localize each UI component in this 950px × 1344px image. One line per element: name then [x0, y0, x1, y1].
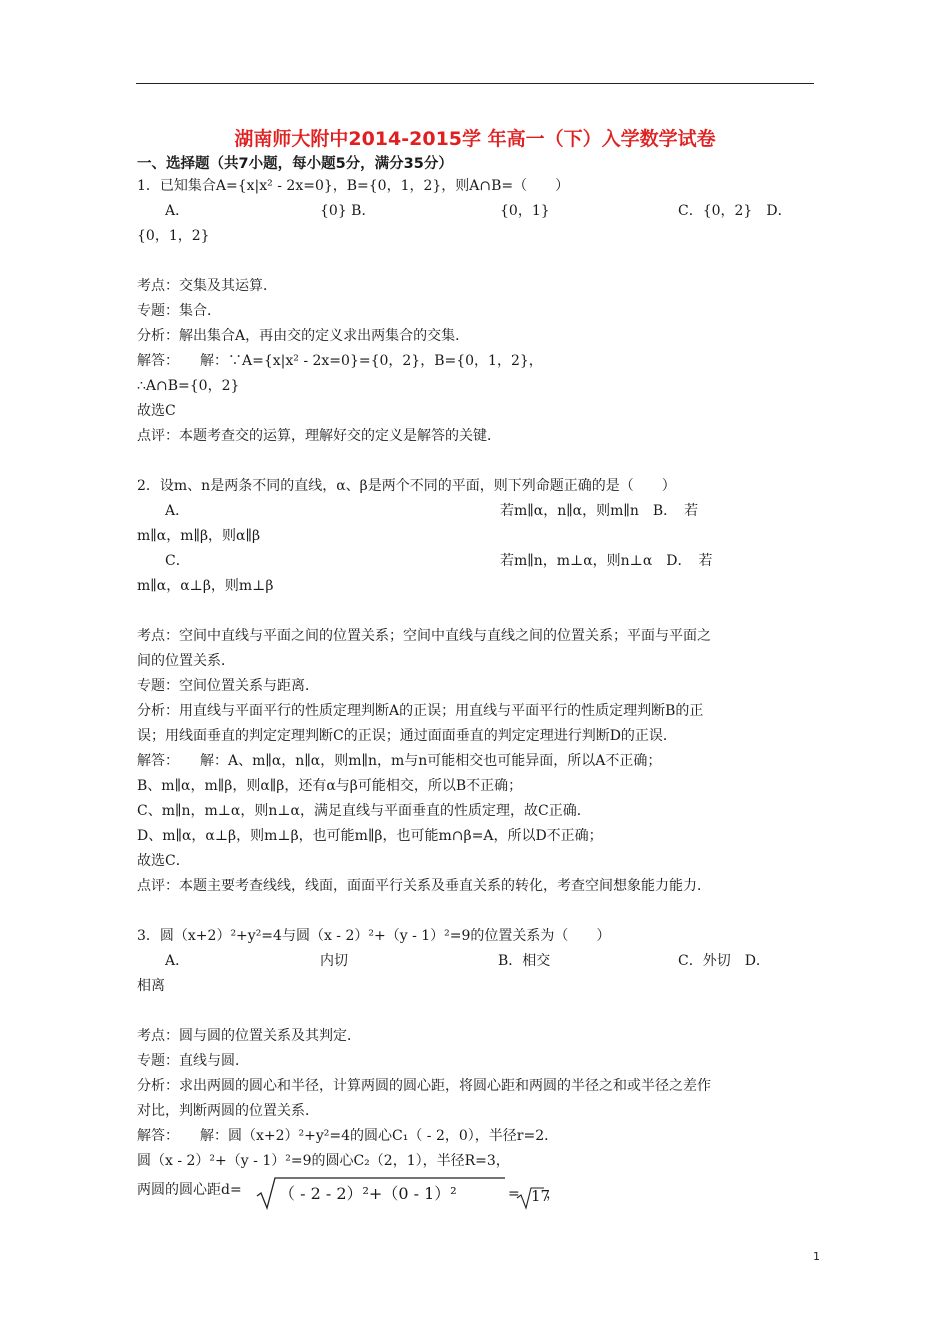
q3-option-b: B．相交: [498, 953, 551, 969]
q2-option-c-label: C．: [165, 553, 190, 569]
q1-fenxi: 分析：解出集合A，再由交的定义求出两集合的交集．: [137, 328, 470, 344]
q2-zhuanti: 专题：空间位置关系与距离．: [137, 678, 319, 694]
q2-option-c: 若m∥n，m⊥α，则n⊥α D． 若: [500, 553, 713, 569]
q2-jieda-2: B、m∥α，m∥β，则α∥β，还有α与β可能相交，所以B不正确；: [137, 778, 523, 794]
q3-option-c: C．外切 D．: [678, 953, 770, 969]
q2-option-d: m∥α，α⊥β，则m⊥β: [137, 578, 274, 594]
q3-jieda-3: 两圆的圆心距d=: [137, 1182, 242, 1198]
q2-answer: 故选C．: [137, 853, 190, 869]
trailing-comma: ，: [546, 1186, 560, 1202]
q1-option-d: {0，1，2}: [137, 228, 210, 244]
page-number: 1: [813, 1250, 820, 1263]
q3-stem: 3．圆（x+2）²+y²=4与圆（x - 2）²+（y - 1）²=9的位置关系为（ ）: [137, 928, 611, 944]
q3-fenxi-1: 分析：求出两圆的圆心和半径，计算两圆的圆心距，将圆心距和两圆的半径之和或半径之差作: [137, 1078, 711, 1094]
q2-stem: 2．设m、n是两条不同的直线，α、β是两个不同的平面，则下列命题正确的是（ ）: [137, 478, 676, 494]
q1-answer: 故选C: [137, 403, 176, 419]
q2-jieda-1: 解答： 解：A、m∥α，n∥α，则m∥n，m与n可能相交也可能异面，所以A不正确；: [137, 753, 662, 769]
q3-jieda-2: 圆（x - 2）²+（y - 1）²=9的圆心C₂（2，1），半径R=3，: [137, 1153, 510, 1169]
q1-jieda-2: ∴A∩B={0，2}: [137, 378, 240, 394]
q3-option-d: 相离: [137, 978, 165, 994]
q2-option-b: m∥α，m∥β，则α∥β: [137, 528, 261, 544]
q2-option-a: 若m∥α，n∥α，则m∥n B． 若: [500, 503, 699, 519]
q3-fenxi-2: 对比，判断两圆的位置关系．: [137, 1103, 319, 1119]
sqrt-17: 17: [531, 1187, 551, 1205]
q2-jieda-4: D、m∥α，α⊥β，则m⊥β，也可能m∥β，也可能m∩β=A，所以D不正确；: [137, 828, 603, 844]
q3-option-a-label: A．: [165, 953, 190, 969]
q2-option-a-label: A．: [165, 503, 190, 519]
q1-option-c: C．{0，2} D．: [678, 203, 792, 219]
q2-kaodian-2: 间的位置关系．: [137, 653, 235, 669]
q2-kaodian-1: 考点：空间中直线与平面之间的位置关系；空间中直线与直线之间的位置关系；平面与平面之: [137, 628, 711, 644]
q1-option-a-label: A．: [165, 203, 190, 219]
q2-fenxi-1: 分析：用直线与平面平行的性质定理判断A的正误；用直线与平面平行的性质定理判断B的正: [137, 703, 704, 719]
q3-kaodian: 考点：圆与圆的位置关系及其判定．: [137, 1028, 361, 1044]
section-heading: 一、选择题（共7小题，每小题5分，满分35分）: [137, 156, 453, 172]
q2-fenxi-2: 误；用线面垂直的判定定理判断C的正误；通过面面垂直的判定定理进行判断D的正误．: [137, 728, 677, 744]
q1-option-a: {0} B．: [320, 203, 376, 219]
q3-option-a: 内切: [320, 953, 348, 969]
q2-jieda-3: C、m∥n，m⊥α，则n⊥α，满足直线与平面垂直的性质定理，故C正确．: [137, 803, 591, 819]
q3-jieda-1: 解答： 解：圆（x+2）²+y²=4的圆心C₁（ - 2，0），半径r=2．: [137, 1128, 559, 1144]
sqrt-radicand: （ - 2 - 2）²+（0 - 1）²: [279, 1184, 457, 1203]
q1-stem: 1．已知集合A={x|x² - 2x=0}，B={0，1，2}，则A∩B=（ ）: [137, 178, 570, 194]
q3-zhuanti: 专题：直线与圆．: [137, 1053, 249, 1069]
q2-dianping: 点评：本题主要考查线线，线面，面面平行关系及垂直关系的转化，考查空间想象能力能力．: [137, 878, 711, 894]
q1-kaodian: 考点：交集及其运算．: [137, 278, 277, 294]
page-title: 湖南师大附中2014-2015学 年高一（下）入学数学试卷: [234, 128, 716, 150]
equals-sign: =: [508, 1186, 520, 1202]
q1-dianping: 点评：本题考查交的运算，理解好交的定义是解答的关键．: [137, 428, 501, 444]
q1-option-b: {0，1}: [500, 203, 550, 219]
q1-jieda: 解答： 解：∵A={x|x² - 2x=0}={0，2}，B={0，1，2}，: [137, 353, 543, 369]
header-rule: [136, 83, 814, 84]
q1-zhuanti: 专题：集合．: [137, 303, 221, 319]
